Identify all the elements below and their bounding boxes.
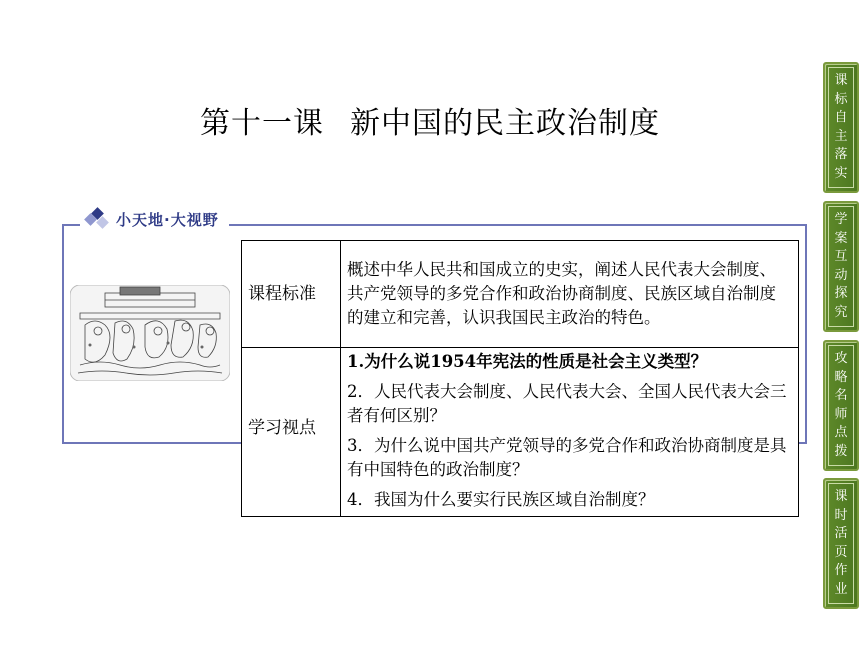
nav-tab-label <box>828 345 854 466</box>
nav-tab-inquiry[interactable] <box>823 201 859 332</box>
diamond-icon <box>86 208 110 230</box>
lesson-number: 第十一课 <box>200 106 324 141</box>
learning-points-content <box>341 348 799 517</box>
banner-right-border <box>805 224 807 444</box>
nav-tab-label <box>828 206 854 327</box>
nav-tab-label <box>828 67 854 188</box>
potala-illustration <box>70 285 230 381</box>
course-info-table <box>241 240 799 517</box>
lesson-name: 新中国的民主政治制度 <box>350 106 660 141</box>
learning-point: 4．我国为什么要实行民族区域自治制度？ <box>347 490 655 509</box>
nav-tab-text: 攻略名师点拨 <box>834 351 848 459</box>
learning-point: 2．人民代表大会制度、人民代表大会、全国人民代表大会三者有何区别？ <box>347 382 787 425</box>
nav-tab-homework[interactable] <box>823 478 859 609</box>
learning-point: 1.为什么说1954年宪法的性质是社会主义类型？ <box>347 352 708 371</box>
learning-point: 3．为什么说中国共产党领导的多党合作和政治协商制度是具有中国特色的政治制度？ <box>347 436 787 479</box>
learning-points-header: 学习视点 <box>242 348 341 517</box>
page-title <box>0 98 860 142</box>
nav-tab-text: 课标自主落实 <box>834 73 848 181</box>
course-standard-header: 课程标准 <box>242 241 341 348</box>
nav-tab-standards[interactable] <box>823 62 859 193</box>
banner-label-text: 小天地·大视野 <box>116 210 219 229</box>
banner-label <box>80 206 229 232</box>
banner-left-border <box>62 224 64 444</box>
nav-tab-label <box>828 483 854 604</box>
nav-tab-text: 课时活页作业 <box>834 489 848 597</box>
table-row <box>242 348 799 517</box>
nav-tab-text: 学案互动探究 <box>834 212 848 320</box>
nav-tab-tips[interactable] <box>823 340 859 471</box>
course-standard-content: 概述中华人民共和国成立的史实，阐述人民代表大会制度、共产党领导的多党合作和政治协商制度、民族区域自治制度的建立和完善，认识我国民主政治的特色。 <box>341 241 799 348</box>
table-row <box>242 241 799 348</box>
